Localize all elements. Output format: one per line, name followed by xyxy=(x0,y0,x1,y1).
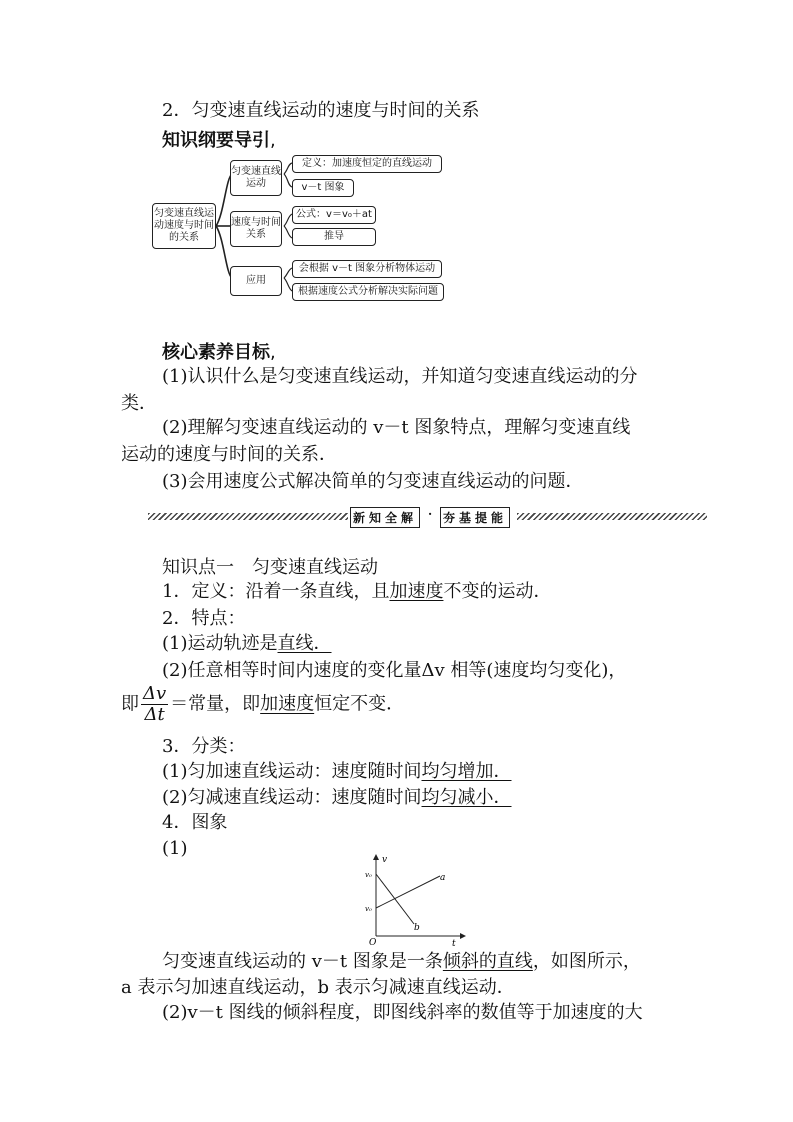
goal-1-line-1: (1)认识什么是匀变速直线运动，并知道匀变速直线运动的分 xyxy=(162,366,638,387)
graph-tick-upper: v₀ xyxy=(365,871,372,879)
class-decelerating: (2)匀减速直线运动：速度随时间均匀减小． xyxy=(162,787,512,808)
mindmap-leaf-vt-graph: v－t 图象 xyxy=(292,179,354,197)
banner-stripe-left xyxy=(148,513,348,520)
vt-graph xyxy=(360,854,470,946)
mindmap-root: 匀变速直线运动速度与时间的关系 xyxy=(152,203,216,249)
mindmap-leaf-solve: 根据速度公式分析解决实际问题 xyxy=(292,283,444,301)
mindmap-leaf-analyze: 会根据 v－t 图象分析物体运动 xyxy=(292,260,442,278)
graph-origin-label: O xyxy=(369,938,377,946)
graph-description-1: 匀变速直线运动的 v－t 图象是一条倾斜的直线，如图所示， xyxy=(162,951,641,972)
graph-slope-line: (2)v－t 图线的倾斜程度，即图线斜率的数值等于加速度的大 xyxy=(162,1002,643,1023)
graph-line-a xyxy=(376,876,440,908)
goal-1-line-2: 类． xyxy=(121,393,157,414)
banner-left-label: 新知全解 xyxy=(350,507,420,528)
graph-tick-lower: v₀ xyxy=(365,905,372,913)
outline-heading: 知识纲要导引, xyxy=(162,130,276,151)
banner-stripe-right xyxy=(517,513,707,520)
graph-t-arrow xyxy=(460,933,466,939)
section-title: 知识点一 匀变速直线运动 xyxy=(162,557,378,578)
banner-right-label: 夯基提能 xyxy=(440,507,510,528)
features-heading: 2．特点： xyxy=(162,608,246,629)
feature-ratio: 即 $\frac{\Delta v}{\Delta t}$ ＝常量，即加速度恒定不变． xyxy=(121,683,405,725)
graph-line-b xyxy=(376,874,414,924)
feature-delta-v: (2)任意相等时间内速度的变化量Δv 相等(速度均匀变化)， xyxy=(162,660,627,681)
definition-line: 1．定义：沿着一条直线，且加速度不变的运动． xyxy=(162,581,552,602)
goal-2-line-1: (2)理解匀变速直线运动的 v－t 图象特点，理解匀变速直线 xyxy=(162,417,631,438)
graph-line-b-label: b xyxy=(414,923,420,933)
graph-item-1: (1) xyxy=(162,838,188,859)
mindmap-leaf-derivation: 推导 xyxy=(292,228,376,246)
graph-v-label: v xyxy=(382,855,388,865)
graph-line-a-label: a xyxy=(440,873,446,883)
banner-separator: · xyxy=(428,507,433,521)
mindmap-leaf-formula: 公式：v＝v₀＋at xyxy=(292,206,376,224)
mindmap-branch-1: 匀变速直线运动 xyxy=(230,160,282,196)
mindmap-leaf-definition: 定义：加速度恒定的直线运动 xyxy=(292,155,442,173)
page-title: 2．匀变速直线运动的速度与时间的关系 xyxy=(162,100,480,121)
graph-t-label: t xyxy=(452,939,456,946)
graph-v-arrow xyxy=(373,854,379,860)
class-accelerating: (1)匀加速直线运动：速度随时间均匀增加． xyxy=(162,761,512,782)
classification-heading: 3．分类： xyxy=(162,736,246,757)
mindmap-branch-3: 应用 xyxy=(230,266,282,296)
graph-description-2: a 表示匀加速直线运动，b 表示匀减速直线运动． xyxy=(121,977,515,998)
goals-heading: 核心素养目标, xyxy=(162,342,276,363)
goal-3: (3)会用速度公式解决简单的匀变速直线运动的问题． xyxy=(162,471,584,492)
delta-fraction: $\frac{\Delta v}{\Delta t}$ xyxy=(143,683,167,725)
goal-2-line-2: 运动的速度与时间的关系． xyxy=(121,444,337,465)
graph-heading: 4．图象 xyxy=(162,812,228,833)
feature-trajectory: (1)运动轨迹是直线． xyxy=(162,633,332,654)
mindmap-branch-2: 速度与时间关系 xyxy=(230,211,282,247)
